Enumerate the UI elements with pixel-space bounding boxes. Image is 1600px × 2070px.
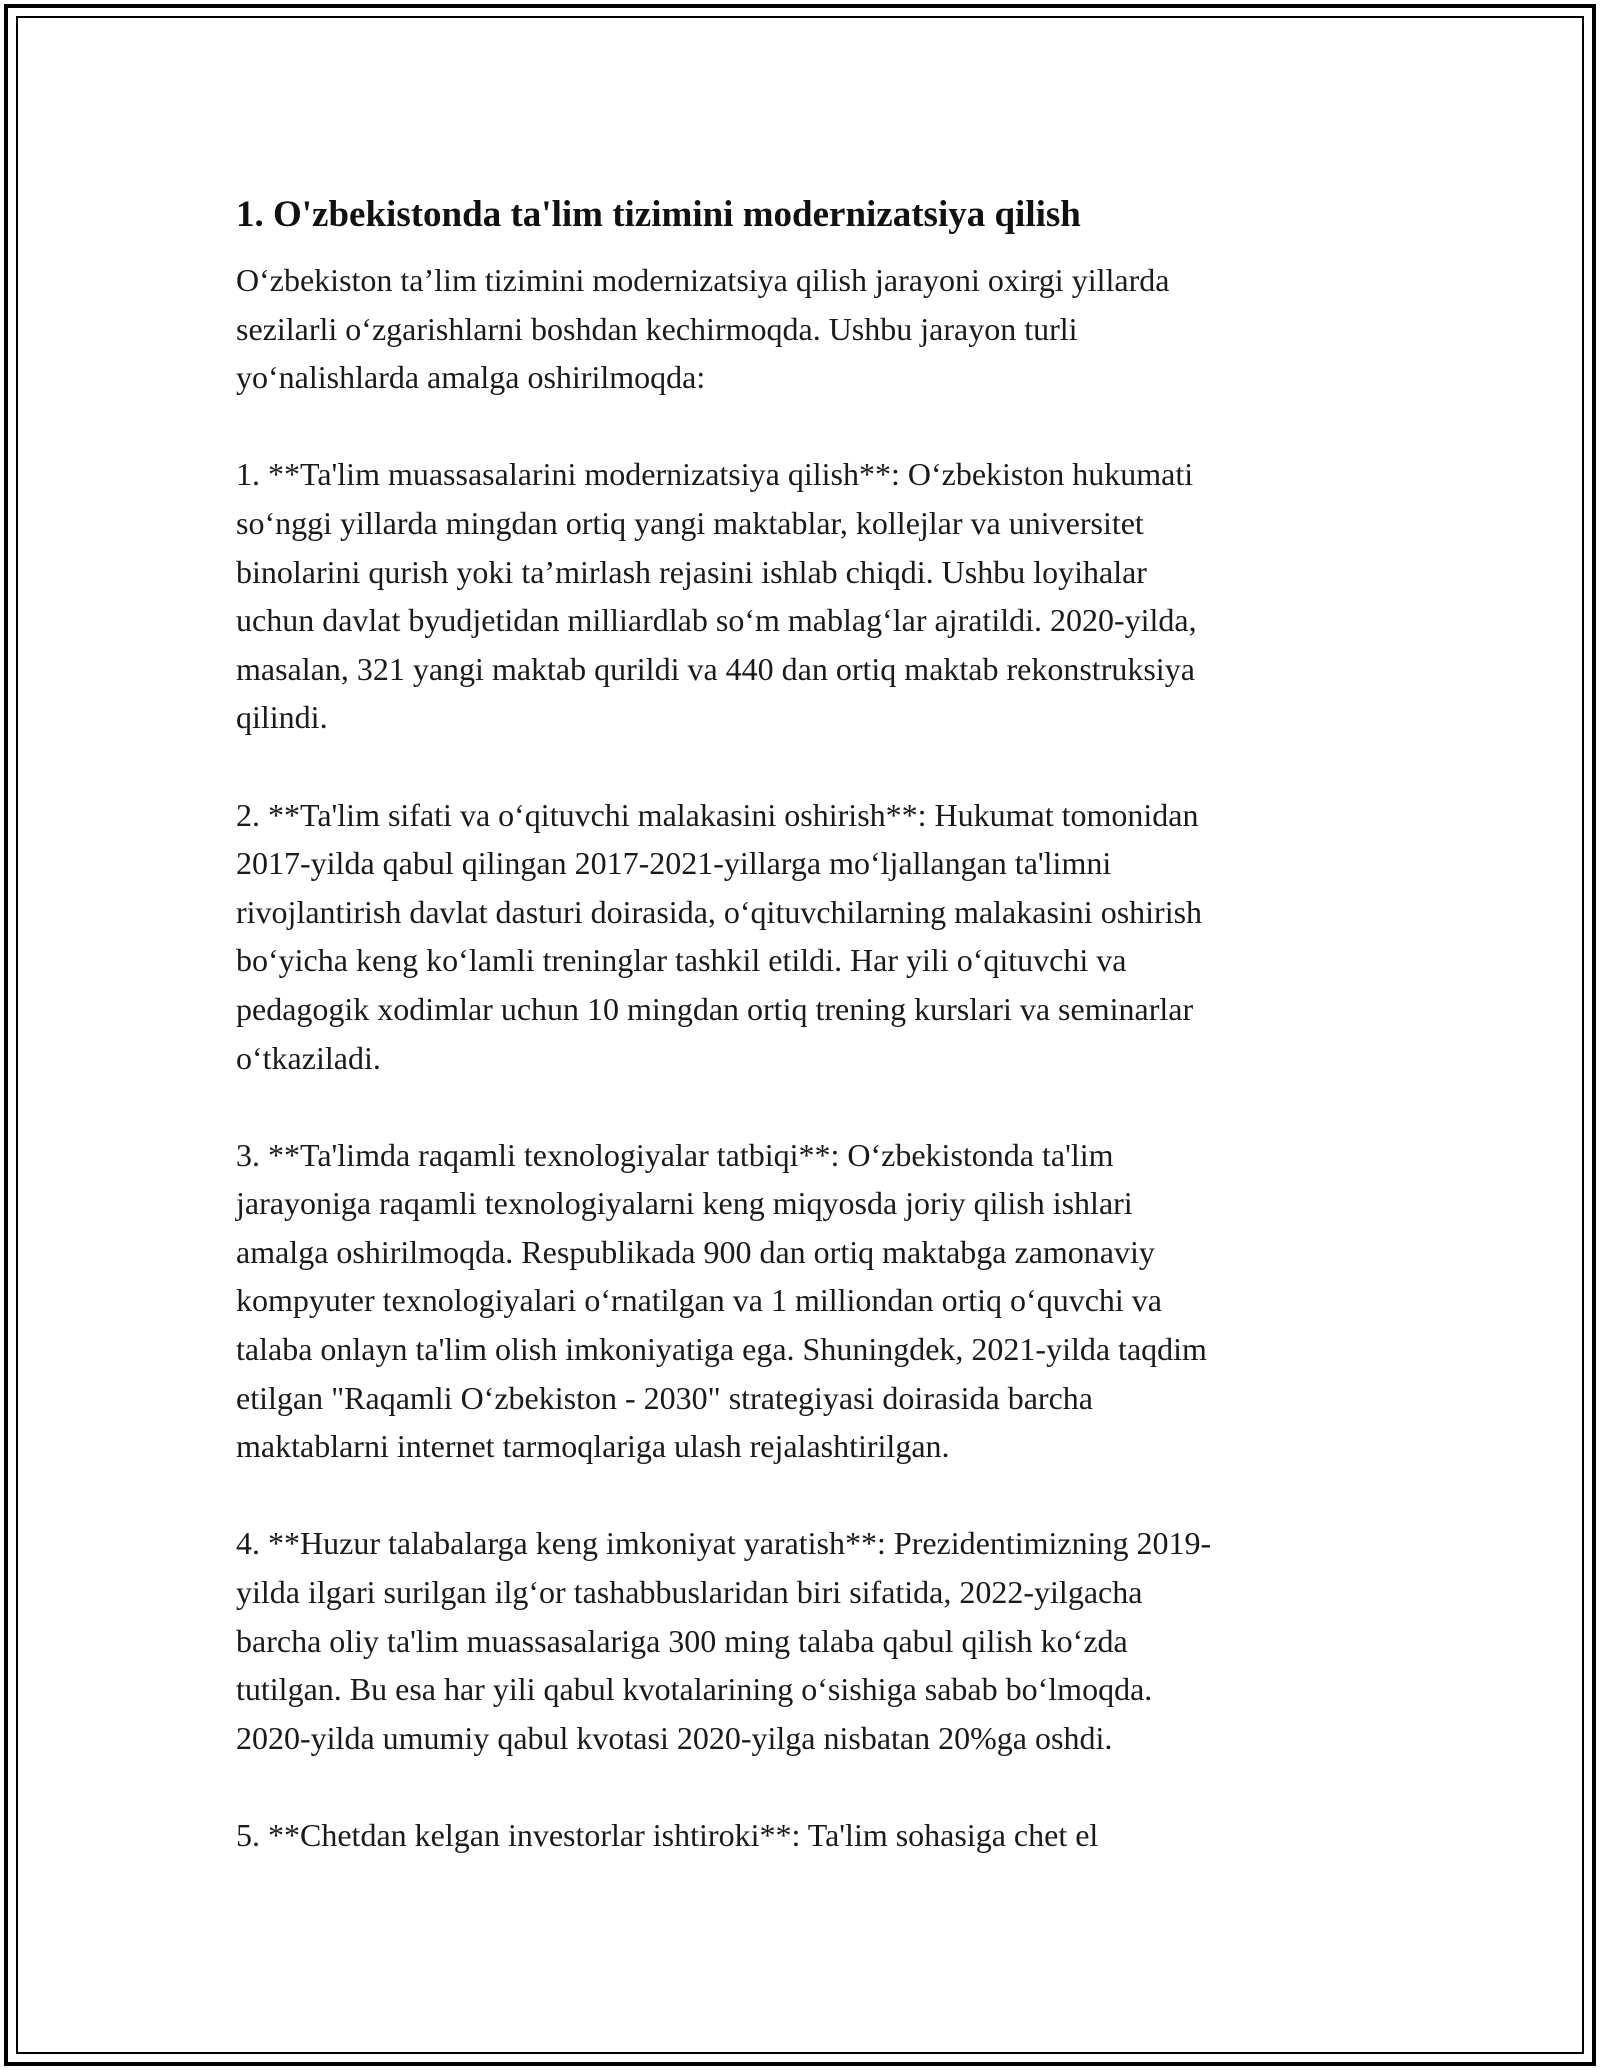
document-title: 1. O'zbekistonda ta'lim tizimini modernizatsiya qilish bbox=[236, 194, 1081, 235]
document-body-text: O‘zbekiston ta’lim tizimini modernizatsiya qilish jarayoni oxirgi yillarda sezilarli o‘zgarishlarni boshdan kechirmoqda. Ushbu jarayon turli yo‘nalishlarda amalga oshirilmoqda: 1. **Ta'lim muassasalarini modernizatsiya qilish**: O‘zbekiston hukumati so‘nggi yillarda mingdan ortiq yangi maktablar, kollejlar va universitet binolarini qurish yoki ta’mirlash rejasini ishlab chiqdi. Ushbu loyihalar uchun davlat byudjetidan milliardlab so‘m mablag‘lar ajratildi. 2020-yilda, masalan, 321 yangi maktab qurildi va 440 dan ortiq maktab rekonstruksiya qilindi. 2. **Ta'lim sifati va o‘qituvchi malakasini oshirish**: Hukumat tomonidan 2017-yilda qabul qilingan 2017-2021-yillarga mo‘ljallangan ta'limni rivojlantirish davlat dasturi doirasida, o‘qituvchilarning malakasini oshirish bo‘yicha keng ko‘lamli treninglar tashkil etildi. Har yili o‘qituvchi va pedagogik xodimlar uchun 10 mingdan ortiq trening kurslari va seminarlar o‘tkaziladi. 3. **Ta'limda raqamli texnologiyalar tatbiqi**: O‘zbekistonda ta'lim jarayoniga raqamli texnologiyalarni keng miqyosda joriy qilish ishlari amalga oshirilmoqda. Respublikada 900 dan ortiq maktabga zamonaviy kompyuter texnologiyalari o‘rnatilgan va 1 milliondan ortiq o‘quvchi va talaba onlayn ta'lim olish imkoniyatiga ega. Shuningdek, 2021-yilda taqdim etilgan "Raqamli O‘zbekiston - 2030" strategiyasi doirasida barcha maktablarni internet tarmoqlariga ulash rejalashtirilgan. 4. **Huzur talabalarga keng imkoniyat yaratish**: Prezidentimizning 2019- yilda ilgari surilgan ilg‘or tashabbuslaridan biri sifatida, 2022-yilgacha barcha oliy ta'lim muassasalariga 300 ming talaba qabul qilish ko‘zda tutilgan. Bu esa har yili qabul kvotalarining o‘sishiga sabab bo‘lmoqda. 2020-yilda umumiy qabul kvotasi 2020-yilga nisbatan 20%ga oshdi. 5. **Chetdan kelgan investorlar ishtiroki**: Ta'lim sohasiga chet el bbox=[236, 262, 1212, 1853]
document-content bbox=[236, 186, 1356, 1860]
